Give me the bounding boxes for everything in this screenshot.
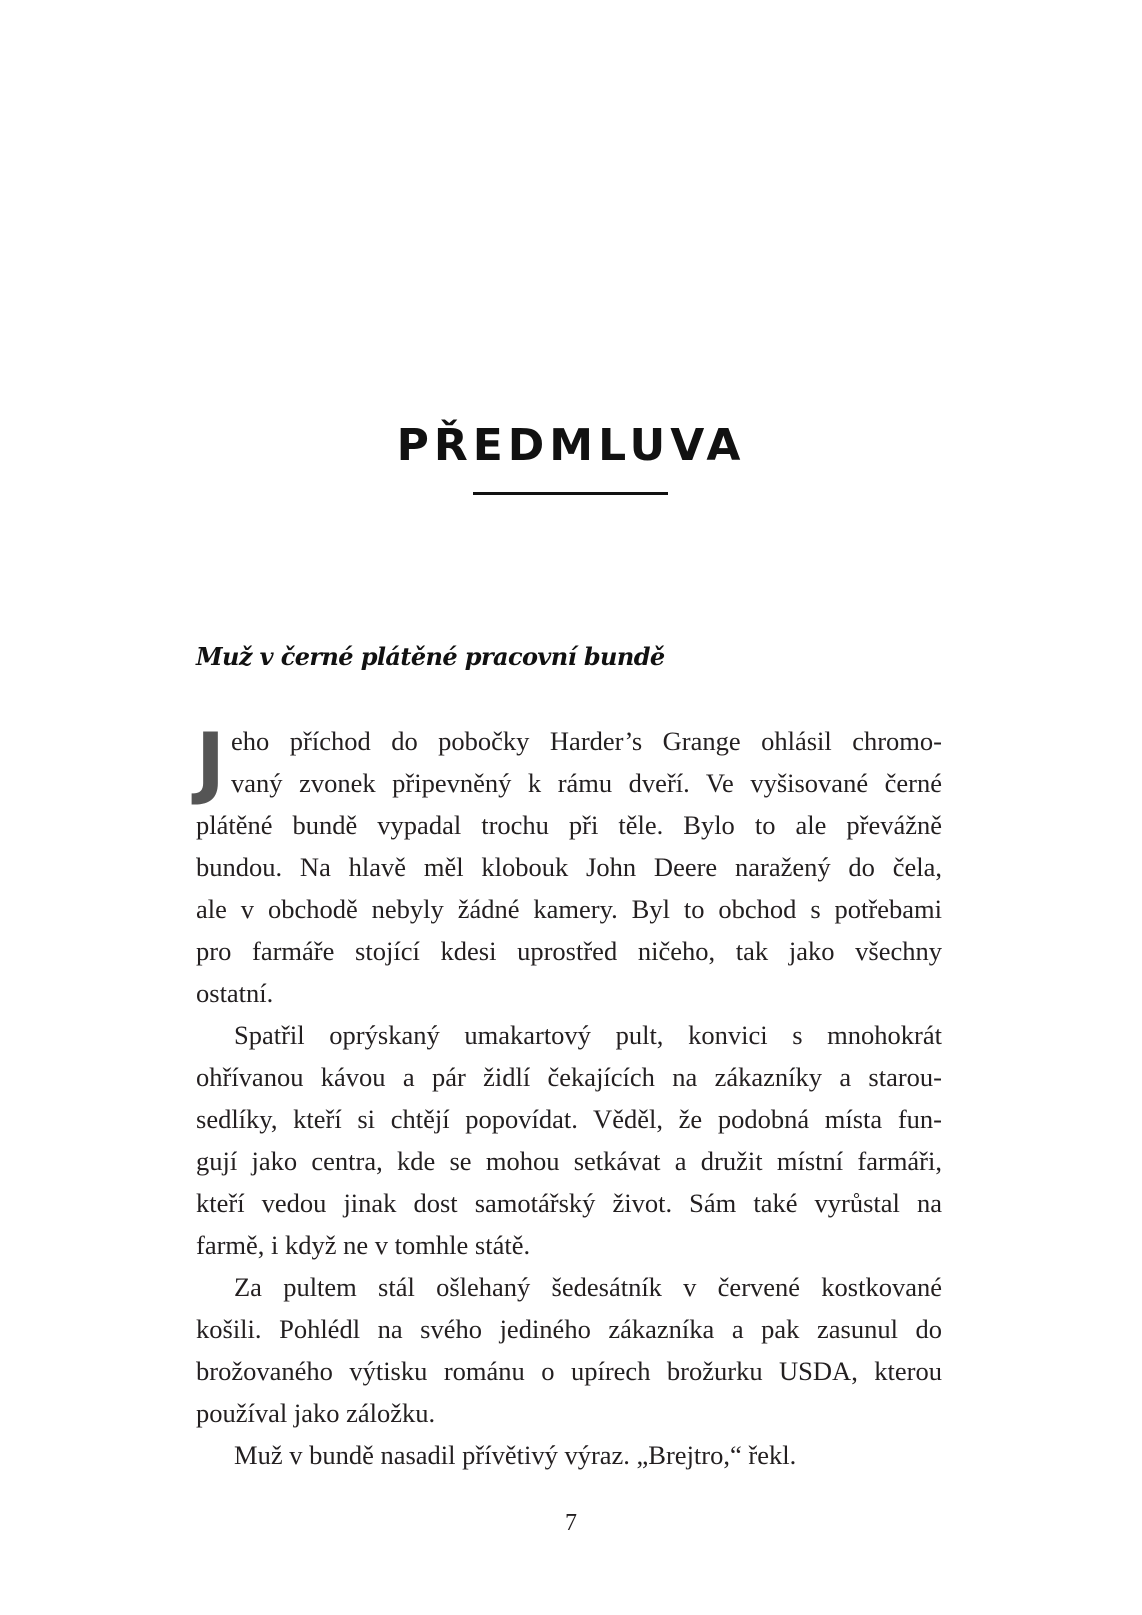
text-line: plátěné bundě vypadal trochu při těle. Bylo to ale převážně	[196, 810, 942, 840]
section-heading: Muž v černé plátěné pracovní bundě	[196, 642, 665, 671]
text-line: používal jako záložku.	[196, 1398, 436, 1428]
text-line: bundou. Na hlavě měl klobouk John Deere naražený do čela,	[196, 852, 942, 882]
paragraph-2	[196, 1014, 942, 1266]
text-line: ale v obchodě nebyly žádné kamery. Byl to obchod s potřebami	[196, 894, 942, 924]
paragraph-4	[196, 1434, 942, 1476]
chapter-title: PŘEDMLUVA	[396, 420, 746, 471]
text-line: ostatní.	[196, 978, 274, 1008]
text-line: ohřívanou kávou a pár židlí čekajících na zákazníky a starou-	[196, 1062, 942, 1092]
text-line: Za pultem stál ošlehaný šedesátník v červené kostkované	[234, 1272, 942, 1302]
text-line: pro farmáře stojící kdesi uprostřed ničeho, tak jako všechny	[196, 936, 942, 966]
paragraph-3	[196, 1266, 942, 1434]
page-number: 7	[565, 1510, 577, 1536]
text-line: košili. Pohlédl na svého jediného zákazníka a pak zasunul do	[196, 1314, 942, 1344]
text-line: farmě, i když ne v tomhle státě.	[196, 1230, 531, 1260]
text-line: sedlíky, kteří si chtějí popovídat. Věděl, že podobná místa fun-	[196, 1104, 942, 1134]
body-text	[196, 720, 942, 1476]
text-line: gují jako centra, kde se mohou setkávat a družit místní farmáři,	[196, 1146, 942, 1176]
drop-cap: J	[196, 718, 226, 808]
text-line: vaný zvonek připevněný k rámu dveří. Ve vyšisované černé	[231, 768, 942, 798]
text-line: Muž v bundě nasadil přívětivý výraz. „Brejtro,“ řekl.	[234, 1440, 797, 1470]
text-line: eho příchod do pobočky Harder’s Grange ohlásil chromo-	[231, 726, 942, 756]
text-line: Spatřil oprýskaný umakartový pult, konvici s mnohokrát	[234, 1020, 942, 1050]
title-underline	[473, 492, 668, 495]
text-line: kteří vedou jinak dost samotářský život. Sám také vyrůstal na	[196, 1188, 942, 1218]
paragraph-1	[196, 720, 942, 1014]
text-line: brožovaného výtisku románu o upírech brožurku USDA, kterou	[196, 1356, 942, 1386]
